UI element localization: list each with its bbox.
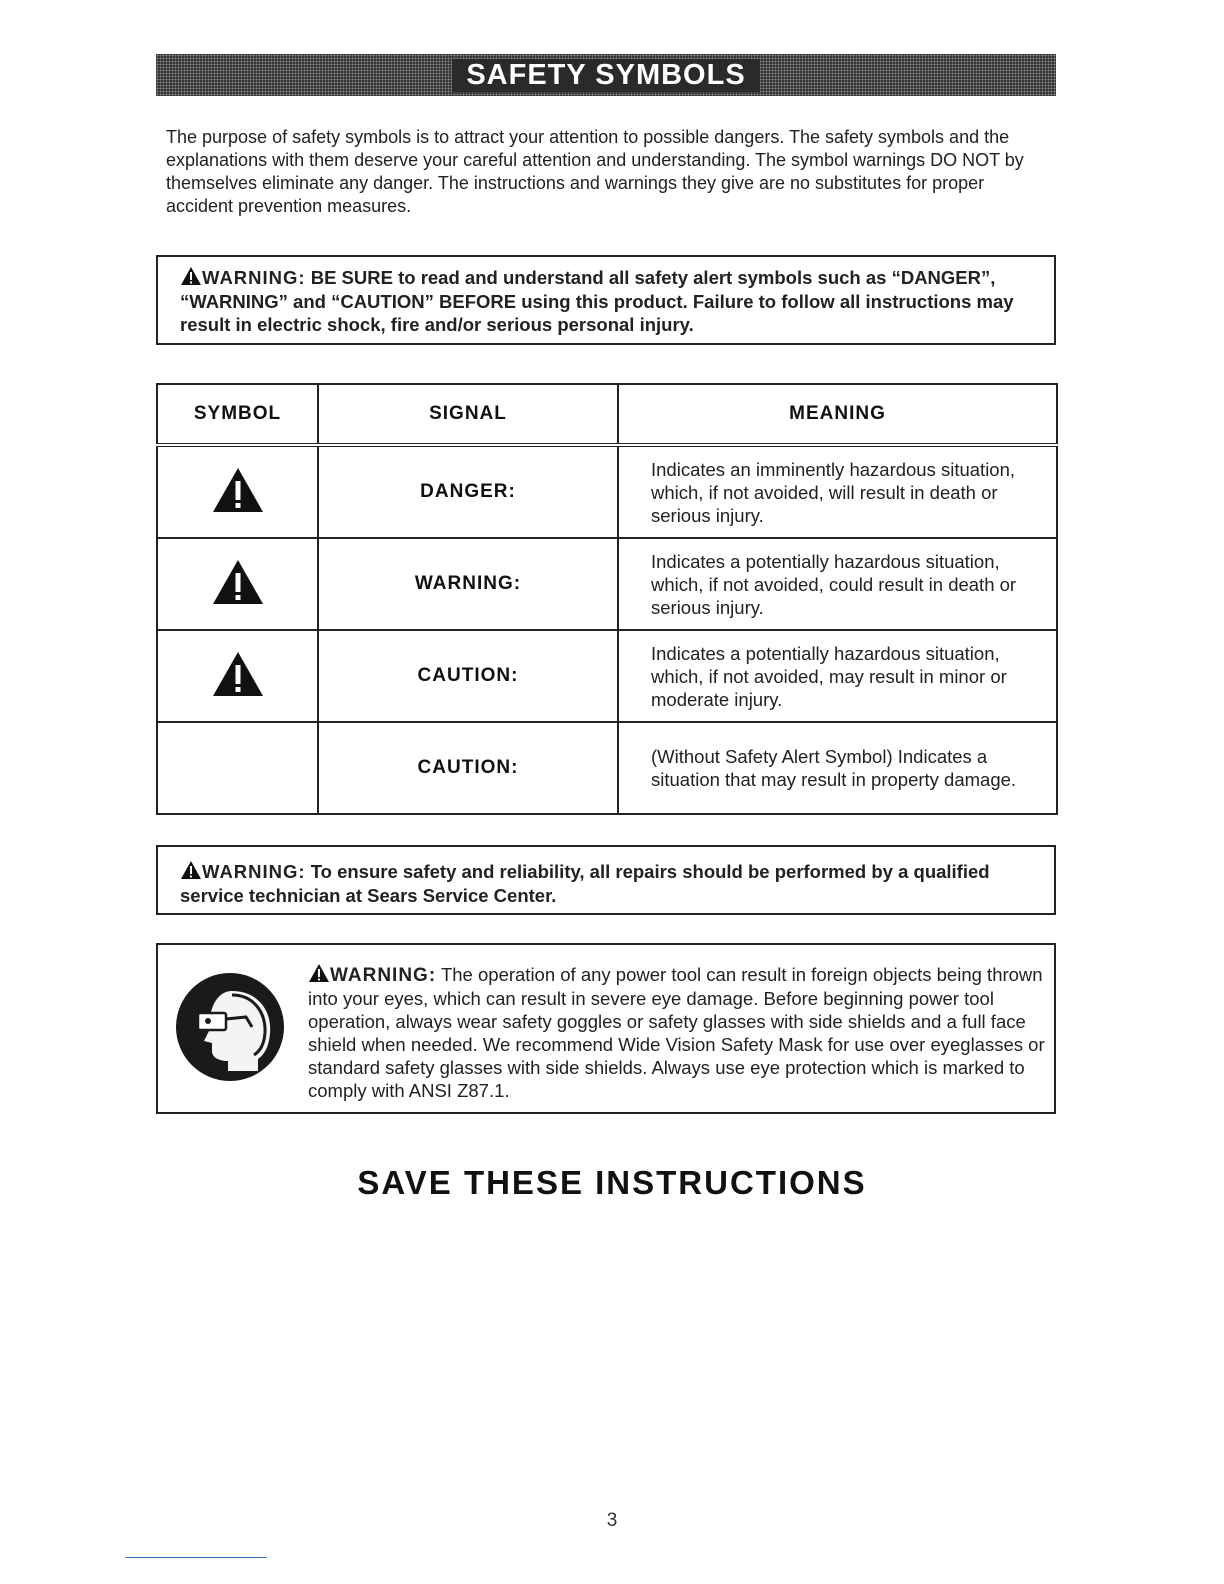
table-row xyxy=(157,538,1057,630)
table-row xyxy=(157,445,1057,538)
meaning-cell: Indicates an imminently hazardous situation, which, if not avoided, will result in death or serious injury. xyxy=(618,445,1057,538)
safety-alert-icon xyxy=(180,266,202,286)
safety-symbols-table xyxy=(156,383,1058,815)
eye-protection-icon xyxy=(174,971,286,1083)
warning-text: BE SURE to read and understand all safety alert symbols such as “DANGER”, “WARNING” and “CAUTION” BEFORE using this product. Failure to follow all instructions may result in electric shock, fire and/or serious personal injury. xyxy=(180,267,1014,335)
signal-cell: CAUTION: xyxy=(318,630,618,722)
safety-alert-icon xyxy=(308,963,330,983)
warning-box-eye-protection xyxy=(156,943,1056,1114)
meaning-cell: Indicates a potentially hazardous situation, which, if not avoided, could result in death or serious injury. xyxy=(618,538,1057,630)
warning-label: WARNING: xyxy=(202,267,306,288)
warning-box-read-symbols xyxy=(156,255,1056,345)
warning-text: The operation of any power tool can result in foreign objects being thrown into your eyes, which can result in severe eye damage. Before beginning power tool operation, always wear safety goggles or safety glasses with side shields and a full face shield when needed. We recommend Wide Vision Safety Mask for use over eyeglasses or standard safety glasses with side shields. Always use eye protection which is marked to comply with ANSI Z87.1. xyxy=(308,964,1045,1101)
signal-cell: DANGER: xyxy=(318,445,618,538)
save-instructions-heading: SAVE THESE INSTRUCTIONS xyxy=(357,1164,867,1201)
safety-alert-icon xyxy=(211,650,265,698)
section-title: SAFETY SYMBOLS xyxy=(452,59,759,92)
header-symbol: SYMBOL xyxy=(157,384,318,445)
symbol-cell xyxy=(157,445,318,538)
warning-label: WARNING: xyxy=(202,861,306,882)
header-meaning: MEANING xyxy=(618,384,1057,445)
footer-rule xyxy=(125,1557,267,1558)
table-row xyxy=(157,630,1057,722)
meaning-cell: (Without Safety Alert Symbol) Indicates a situation that may result in property damage. xyxy=(618,722,1057,814)
safety-alert-icon xyxy=(211,558,265,606)
safety-alert-icon xyxy=(211,466,265,514)
header-signal: SIGNAL xyxy=(318,384,618,445)
meaning-cell: Indicates a potentially hazardous situation, which, if not avoided, may result in minor or moderate injury. xyxy=(618,630,1057,722)
signal-cell: WARNING: xyxy=(318,538,618,630)
symbol-cell-empty xyxy=(157,722,318,814)
intro-paragraph: The purpose of safety symbols is to attract your attention to possible dangers. The safety symbols and the explanations with them deserve your careful attention and understanding. The symbol warnings DO NOT by themselves eliminate any danger. The instructions and warnings they give are no substitutes for proper accident prevention measures. xyxy=(166,127,1024,216)
signal-cell: CAUTION: xyxy=(318,722,618,814)
warning-text: To ensure safety and reliability, all repairs should be performed by a qualified service technician at Sears Service Center. xyxy=(180,861,990,906)
page-number: 3 xyxy=(606,1510,618,1531)
symbol-cell xyxy=(157,630,318,722)
symbol-cell xyxy=(157,538,318,630)
warning-label: WARNING: xyxy=(330,965,437,986)
section-banner xyxy=(156,54,1056,96)
warning-box-repairs xyxy=(156,845,1056,915)
table-row xyxy=(157,722,1057,814)
table-header-row xyxy=(157,384,1057,445)
safety-alert-icon xyxy=(180,860,202,880)
